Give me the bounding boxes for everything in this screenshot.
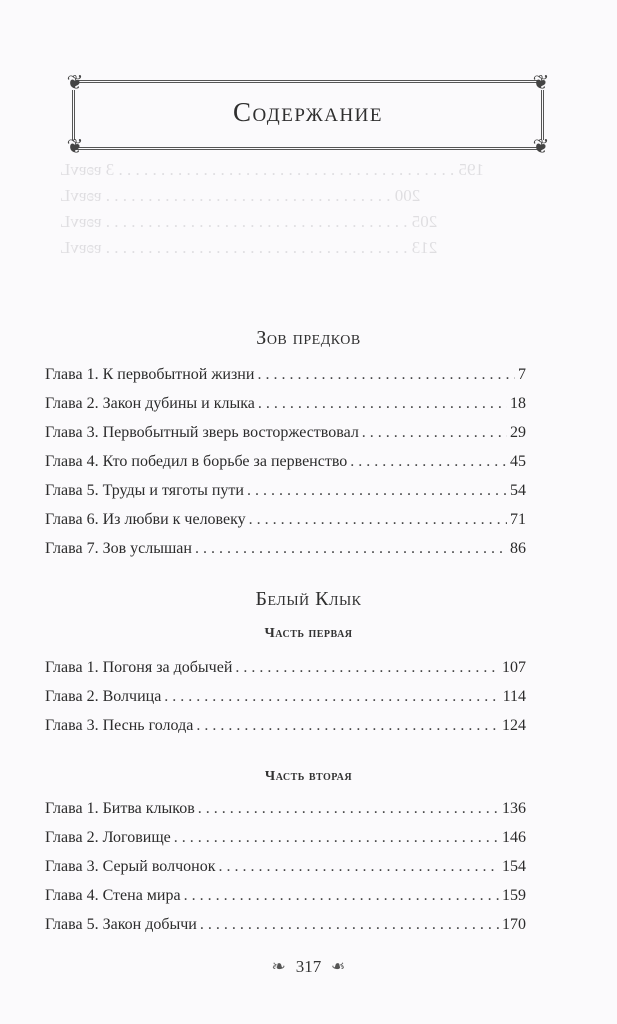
toc-entry[interactable] (45, 395, 526, 421)
page-number: 7 (518, 366, 526, 383)
page-footer (0, 957, 617, 977)
toc-entry[interactable] (45, 916, 526, 942)
leader-dots (184, 887, 499, 905)
section-title: Белый Клык (255, 588, 362, 610)
chapter-title: Глава 5. Труды и тяготы пути (45, 482, 244, 499)
chapter-title: Глава 6. Из любви к человеку (45, 511, 246, 528)
chapter-title: Глава 2. Волчица (45, 688, 162, 705)
toc-entry[interactable] (45, 540, 526, 566)
chapter-title: Глава 3. Серый волчонок (45, 858, 216, 875)
bleed-through-text: 200 . . . . . . . . . . . . . . . . . . . . . . . . . . . . . . . . . . ɐʚɐvL (60, 186, 421, 205)
chapter-title: Глава 4. Кто победил в борьбе за первенство (45, 453, 348, 470)
toc-entry[interactable] (45, 366, 526, 392)
section-title: Зов предков (256, 327, 361, 349)
page-number: 154 (502, 858, 526, 875)
leader-dots (200, 916, 499, 934)
chapter-title: Глава 1. К первобытной жизни (45, 366, 255, 383)
toc-entry[interactable] (45, 482, 526, 508)
leader-dots (218, 858, 499, 876)
toc-entry[interactable] (45, 858, 526, 884)
leader-dots (195, 540, 507, 558)
toc-entry[interactable] (45, 424, 526, 450)
leader-dots (249, 511, 507, 529)
bleed-through-text: 195 . . . . . . . . . . . . . . . . . . . . . . . . . . . . . . . . . . . . . . . . 3 ɐʚɐvL (60, 160, 485, 179)
part-title: Часть вторая (264, 769, 353, 784)
page-number: 45 (510, 453, 526, 470)
corner-ornament-icon: ❦ (66, 72, 84, 94)
chapter-title: Глава 2. Логовище (45, 829, 171, 846)
leader-dots (235, 659, 499, 677)
toc-entry[interactable] (45, 688, 526, 714)
leader-dots (362, 424, 507, 442)
leader-dots (257, 366, 515, 384)
chapter-title: Глава 4. Стена мира (45, 887, 181, 904)
page-number: 114 (502, 688, 526, 705)
toc-entry[interactable] (45, 887, 526, 913)
page-number: 107 (502, 659, 526, 676)
bleed-through-text: 213 . . . . . . . . . . . . . . . . . . . . . . . . . . . . . . . . . . . . ɐʚɐvL (60, 238, 438, 257)
fleuron-left-icon: ❧ (271, 957, 286, 976)
header-frame (66, 72, 550, 158)
toc-entry[interactable] (45, 453, 526, 479)
toc-entry[interactable] (45, 511, 526, 537)
chapter-title: Глава 1. Погоня за добычей (45, 659, 233, 676)
leader-dots (258, 395, 507, 413)
chapter-title: Глава 5. Закон добычи (45, 916, 197, 933)
leader-dots (174, 829, 499, 847)
part-title: Часть первая (264, 626, 353, 641)
leader-dots (350, 453, 507, 471)
toc-entry[interactable] (45, 717, 526, 743)
page-number: 71 (510, 511, 526, 528)
fleuron-right-icon: ❧ (331, 957, 346, 976)
leader-dots (196, 717, 499, 735)
toc-entry[interactable] (45, 800, 526, 826)
page-number: 146 (502, 829, 526, 846)
page-number: 86 (510, 540, 526, 557)
page-number: 159 (502, 887, 526, 904)
bleed-through-text: 205 . . . . . . . . . . . . . . . . . . . . . . . . . . . . . . . . . . . . ɐʚɐvL (60, 212, 438, 231)
corner-ornament-icon: ❦ (532, 72, 550, 94)
corner-ornament-icon: ❦ (532, 136, 550, 158)
chapter-title: Глава 3. Первобытный зверь восторжествовал (45, 424, 359, 441)
toc-entry[interactable] (45, 659, 526, 685)
page-number: 170 (502, 916, 526, 933)
folio-page-number: 317 (295, 957, 322, 976)
page-title: Содержание (232, 97, 384, 127)
chapter-title: Глава 3. Песнь голода (45, 717, 194, 734)
leader-dots (247, 482, 507, 500)
page-number: 29 (510, 424, 526, 441)
page-number: 124 (502, 717, 526, 734)
page-number: 18 (510, 395, 526, 412)
leader-dots (198, 800, 499, 818)
chapter-title: Глава 1. Битва клыков (45, 800, 195, 817)
chapter-title: Глава 7. Зов услышан (45, 540, 192, 557)
corner-ornament-icon: ❦ (66, 136, 84, 158)
page-number: 136 (502, 800, 526, 817)
leader-dots (164, 688, 499, 706)
page-number: 54 (510, 482, 526, 499)
chapter-title: Глава 2. Закон дубины и клыка (45, 395, 255, 412)
toc-entry[interactable] (45, 829, 526, 855)
